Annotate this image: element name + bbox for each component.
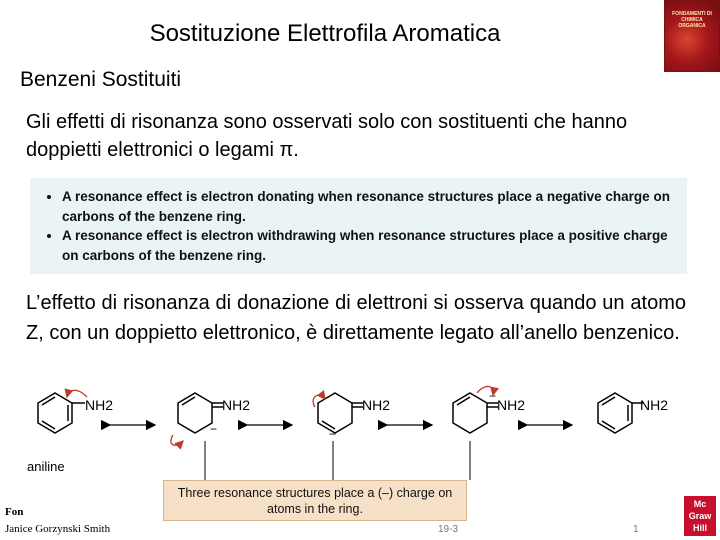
paragraph-resonance-intro: Gli effetti di risonanza sono osservati solo con sostituenti che hanno doppietti elettronici o legami π. xyxy=(26,111,628,161)
svg-text:−: − xyxy=(210,422,218,436)
book-cover-image xyxy=(664,0,720,72)
resonance-callout: Three resonance structures place a (–) charge on atoms in the ring. xyxy=(163,480,467,521)
summary-bullet-list xyxy=(46,187,677,265)
nh2-label-5: NH2 xyxy=(640,397,669,413)
nh2-label-1: NH2 xyxy=(85,397,114,413)
svg-text:−: − xyxy=(489,389,497,403)
footer-author: Janice Gorzynski Smith xyxy=(5,523,111,535)
footer-line-1: Fon xyxy=(5,506,24,518)
resonance-structure-3 xyxy=(313,393,390,441)
resonance-structure-4 xyxy=(453,386,525,433)
nh2-label-3: NH2 xyxy=(362,397,391,413)
aniline-label: aniline xyxy=(27,459,65,474)
section-subtitle: Benzeni Sostituiti xyxy=(20,68,182,91)
footer-page-mark: 1 xyxy=(633,524,639,535)
resonance-scheme-diagram xyxy=(15,383,675,483)
summary-box xyxy=(30,178,687,274)
book-cover-title: FONDAMENTI DI CHIMICA ORGANICA xyxy=(672,11,712,29)
resonance-structure-2 xyxy=(171,393,250,445)
resonance-structure-1 xyxy=(27,390,113,474)
summary-bullet-withdrawing: • A resonance effect is electron withdrawing when resonance structures place a positive charge on carbons of the benzene ring. xyxy=(62,226,677,265)
publisher-logo: Mc Graw Hill xyxy=(684,496,716,536)
nh2-label-2: NH2 xyxy=(222,397,251,413)
svg-text:−: − xyxy=(329,427,337,441)
paragraph-donation: L’effetto di risonanza di donazione di elettroni si osserva quando un atomo Z, con un doppietto elettronico, è direttamente legato all’anello benzenico. xyxy=(26,292,686,344)
nh2-label-4: NH2 xyxy=(497,397,526,413)
summary-bullet-donating: • A resonance effect is electron donating when resonance structures place a negative charge on carbons of the benzene ring. xyxy=(62,187,677,226)
resonance-structure-5 xyxy=(598,393,668,433)
footer-page-number: 19-3 xyxy=(438,524,459,535)
slide-title: Sostituzione Elettrofila Aromatica xyxy=(149,20,501,47)
